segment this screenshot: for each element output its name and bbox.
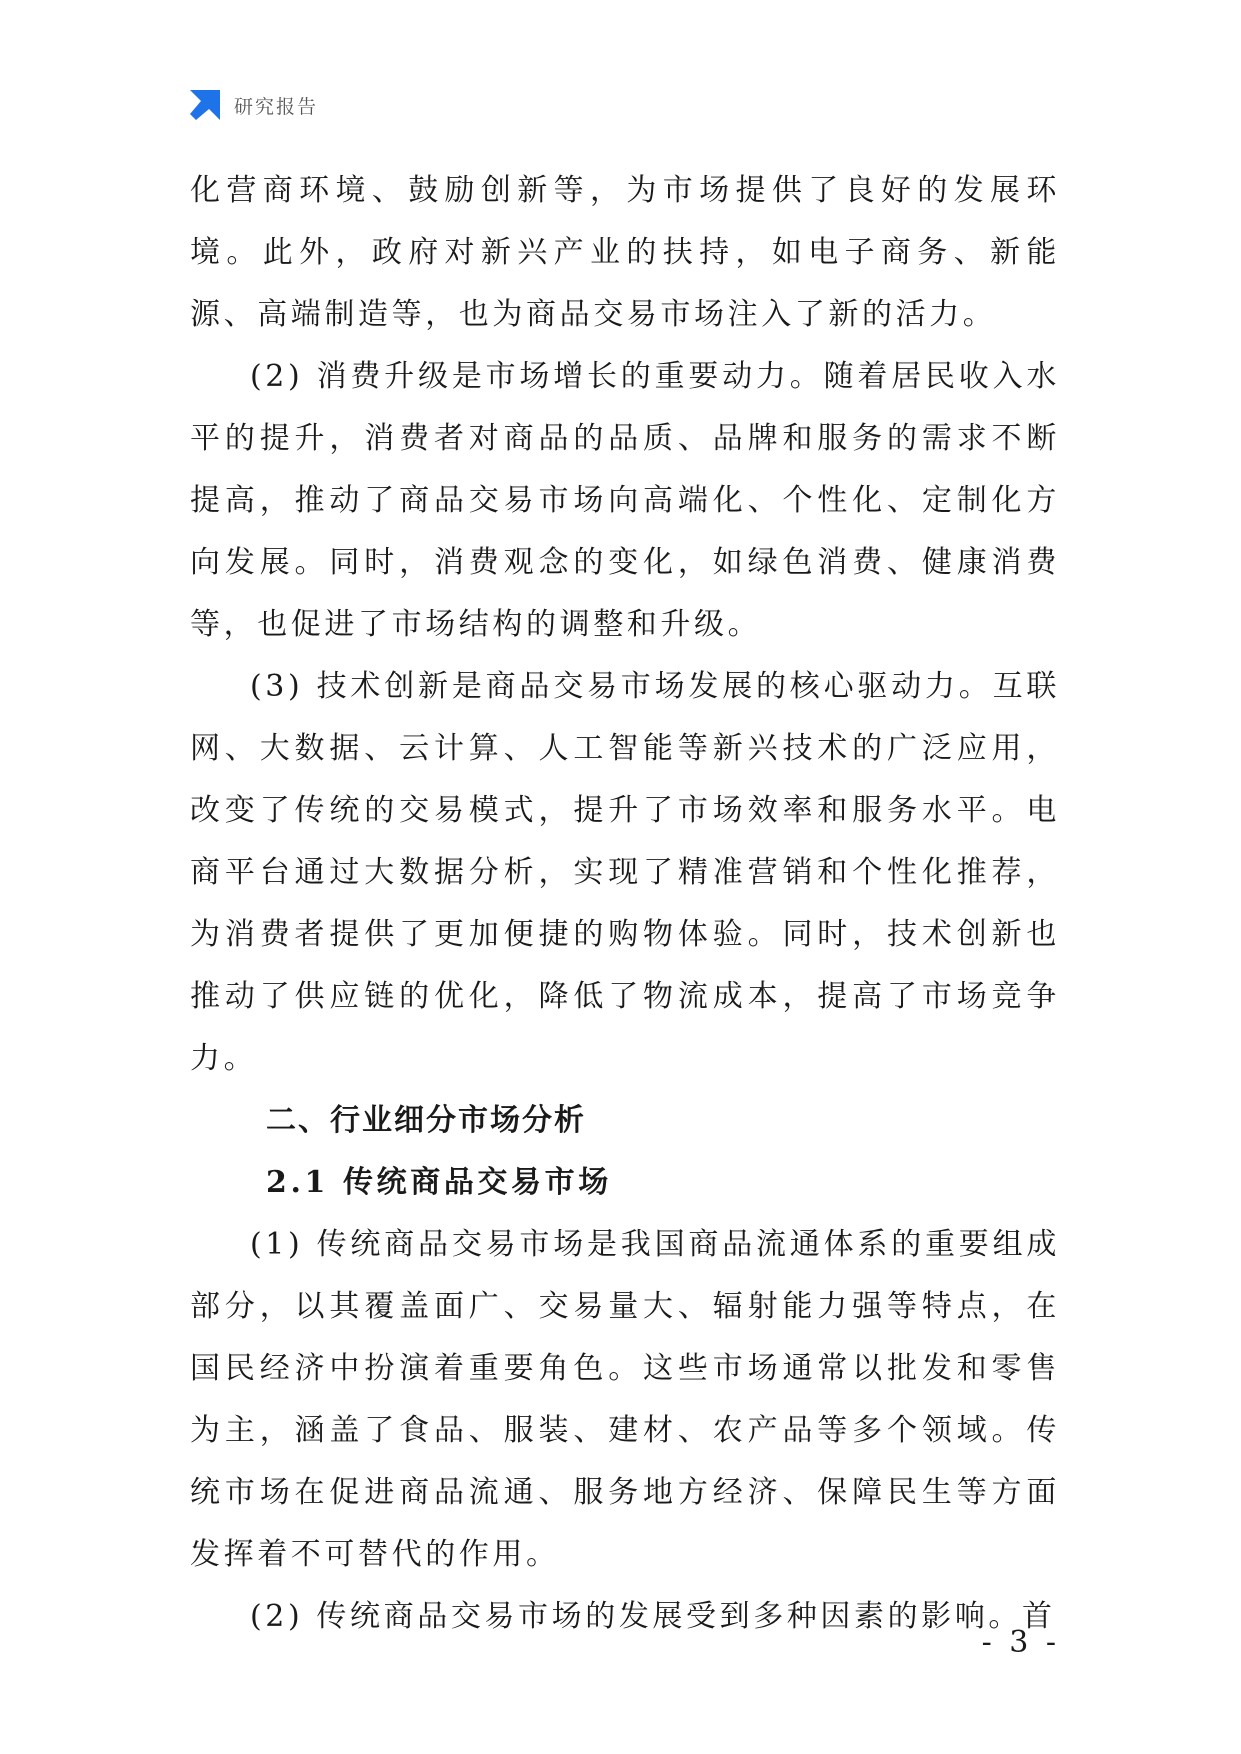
- header-title: 研究报告: [234, 95, 319, 118]
- page-header: [190, 90, 318, 120]
- paragraph-policy-continued: 化营商环境、鼓励创新等，为市场提供了良好的发展环境。此外，政府对新兴产业的扶持，如电子商务、新能源、高端制造等，也为商品交易市场注入了新的活力。: [190, 173, 1060, 332]
- page-number: - 3 -: [981, 1625, 1060, 1660]
- document-body: [190, 160, 1060, 1648]
- paragraph-traditional-market: (1) 传统商品交易市场是我国商品流通体系的重要组成部分，以其覆盖面广、交易量大、辐射能力强等特点，在国民经济中扮演着重要角色。这些市场通常以批发和零售为主，涵盖了食品、服装、建材、农产品等多个领域。传统市场在促进商品流通、服务地方经济、保障民生等方面发挥着不可替代的作用。: [190, 1227, 1060, 1572]
- paragraph-influencing-factors: (2) 传统商品交易市场的发展受到多种因素的影响。首: [250, 1599, 1056, 1634]
- paragraph-consumption-upgrade: (2) 消费升级是市场增长的重要动力。随着居民收入水平的提升，消费者对商品的品质、品牌和服务的需求不断提高，推动了商品交易市场向高端化、个性化、定制化方向发展。同时，消费观念的变化，如绿色消费、健康消费等，也促进了市场结构的调整和升级。: [190, 359, 1060, 642]
- paragraph-technology-innovation: (3) 技术创新是商品交易市场发展的核心驱动力。互联网、大数据、云计算、人工智能等新兴技术的广泛应用，改变了传统的交易模式，提升了市场效率和服务水平。电商平台通过大数据分析，实现了精准营销和个性化推荐，为消费者提供了更加便捷的购物体验。同时，技术创新也推动了供应链的优化，降低了物流成本，提高了市场竞争力。: [190, 669, 1060, 1076]
- section-heading: 二、行业细分市场分析: [266, 1103, 586, 1138]
- subsection-heading: 2.1 传统商品交易市场: [266, 1165, 612, 1200]
- arrow-logo-icon: [190, 90, 220, 120]
